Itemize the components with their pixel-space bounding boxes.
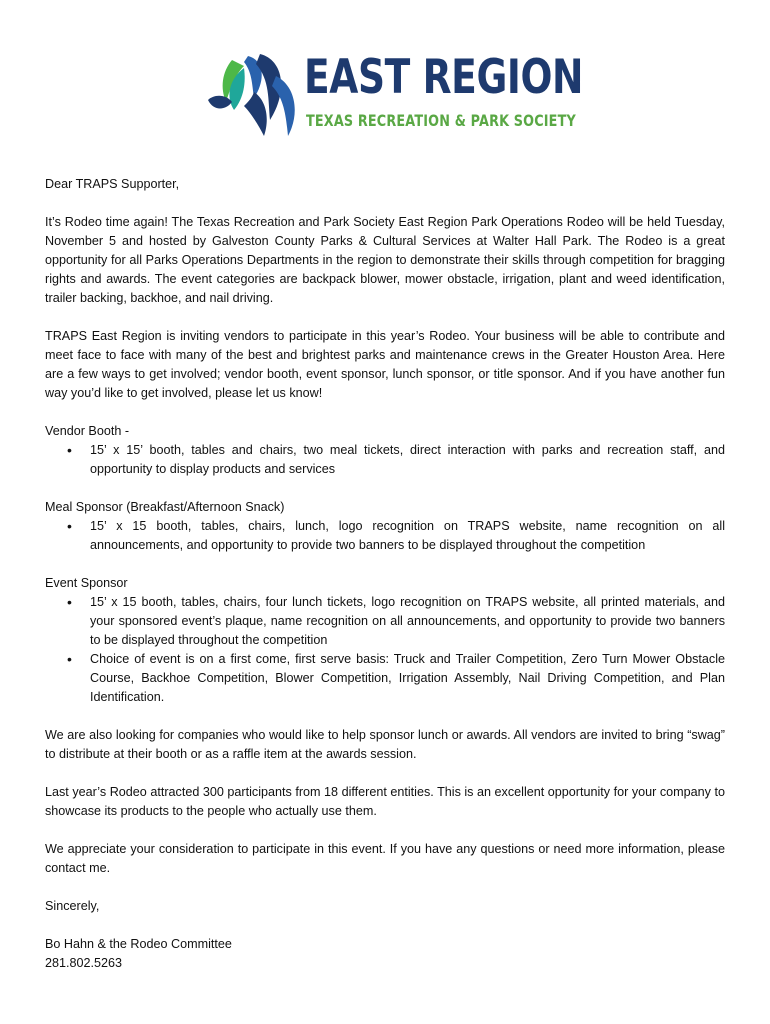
swag-paragraph: We are also looking for companies who would like to help sponsor lunch or awards. All vendors are invited to bring “swag” to distribute at their booth or as a raffle item at the awards session. xyxy=(45,728,725,761)
leaf-emblem-icon xyxy=(204,50,304,142)
signature: Bo Hahn & the Rodeo Committee xyxy=(45,937,232,951)
list-item: • Choice of event is on a first come, first serve basis: Truck and Trailer Competition, Zero Turn Mower Obstacle Course, Backhoe Competition, Blower Competition, Irrigation Assembly, Nail Driving Competition, and Plan Identification. xyxy=(45,650,725,707)
vendor-booth-heading: Vendor Booth - xyxy=(45,424,130,438)
list-item: • 15’ x 15 booth, tables, chairs, four lunch tickets, logo recognition on TRAPS website, all printed materials, and your sponsored event’s plaque, name recognition on all announcements, and opportunity to provide two banners to be displayed throughout the competition xyxy=(45,593,725,650)
event-sponsor-list xyxy=(45,593,725,707)
emblem-navy-leaf-small xyxy=(208,96,232,109)
list-item: • 15’ x 15’ booth, tables and chairs, two meal tickets, direct interaction with parks and recreation staff, and opportunity to display products and services xyxy=(45,441,725,479)
logo-title: EAST REGION xyxy=(304,50,584,105)
logo-subtitle: TEXAS RECREATION & PARK SOCIETY xyxy=(306,111,576,130)
greeting: Dear TRAPS Supporter, xyxy=(45,177,180,191)
invite-paragraph: TRAPS East Region is inviting vendors to participate in this year’s Rodeo. Your business will be able to contribute and meet face to face with many of the best and brightest parks and maintenance crews in the Greater Houston Area. Here are a few ways to get involved; vendor booth, event sponsor, lunch sponsor, or title sponsor. And if you have another fun way you’d like to get involved, please let us know! xyxy=(45,329,725,400)
intro-paragraph: It’s Rodeo time again! The Texas Recreation and Park Society East Region Park Operations Rodeo will be held Tuesday, November 5 and hosted by Galveston County Parks & Cultural Services at Walter Hall Park. The Rodeo is a great opportunity for all Parks Operations Departments in the region to demonstrate their skills through competition for bragging rights and awards. The event categories are backpack blower, mower obstacle, irrigation, plant and weed identification, trailer backing, backhoe, and nail driving. xyxy=(45,215,725,305)
letter-body xyxy=(45,175,725,973)
appreciation-paragraph: We appreciate your consideration to participate in this event. If you have any questions or need more information, please contact me. xyxy=(45,842,725,875)
meal-sponsor-heading: Meal Sponsor (Breakfast/Afternoon Snack) xyxy=(45,500,285,514)
event-sponsor-heading: Event Sponsor xyxy=(45,576,128,590)
last-year-paragraph: Last year’s Rodeo attracted 300 participants from 18 different entities. This is an excellent opportunity for your company to showcase its products to the people who actually use them. xyxy=(45,785,725,818)
meal-sponsor-list xyxy=(45,517,725,555)
east-region-logo xyxy=(204,50,584,142)
closing: Sincerely, xyxy=(45,899,100,913)
phone-number: 281.802.5263 xyxy=(45,956,123,970)
emblem-navy-wave-3 xyxy=(244,92,267,136)
list-item: • 15’ x 15 booth, tables, chairs, lunch, logo recognition on TRAPS website, name recognition on all announcements, and opportunity to provide two banners to be displayed throughout the competition xyxy=(45,517,725,555)
vendor-booth-list xyxy=(45,441,725,479)
